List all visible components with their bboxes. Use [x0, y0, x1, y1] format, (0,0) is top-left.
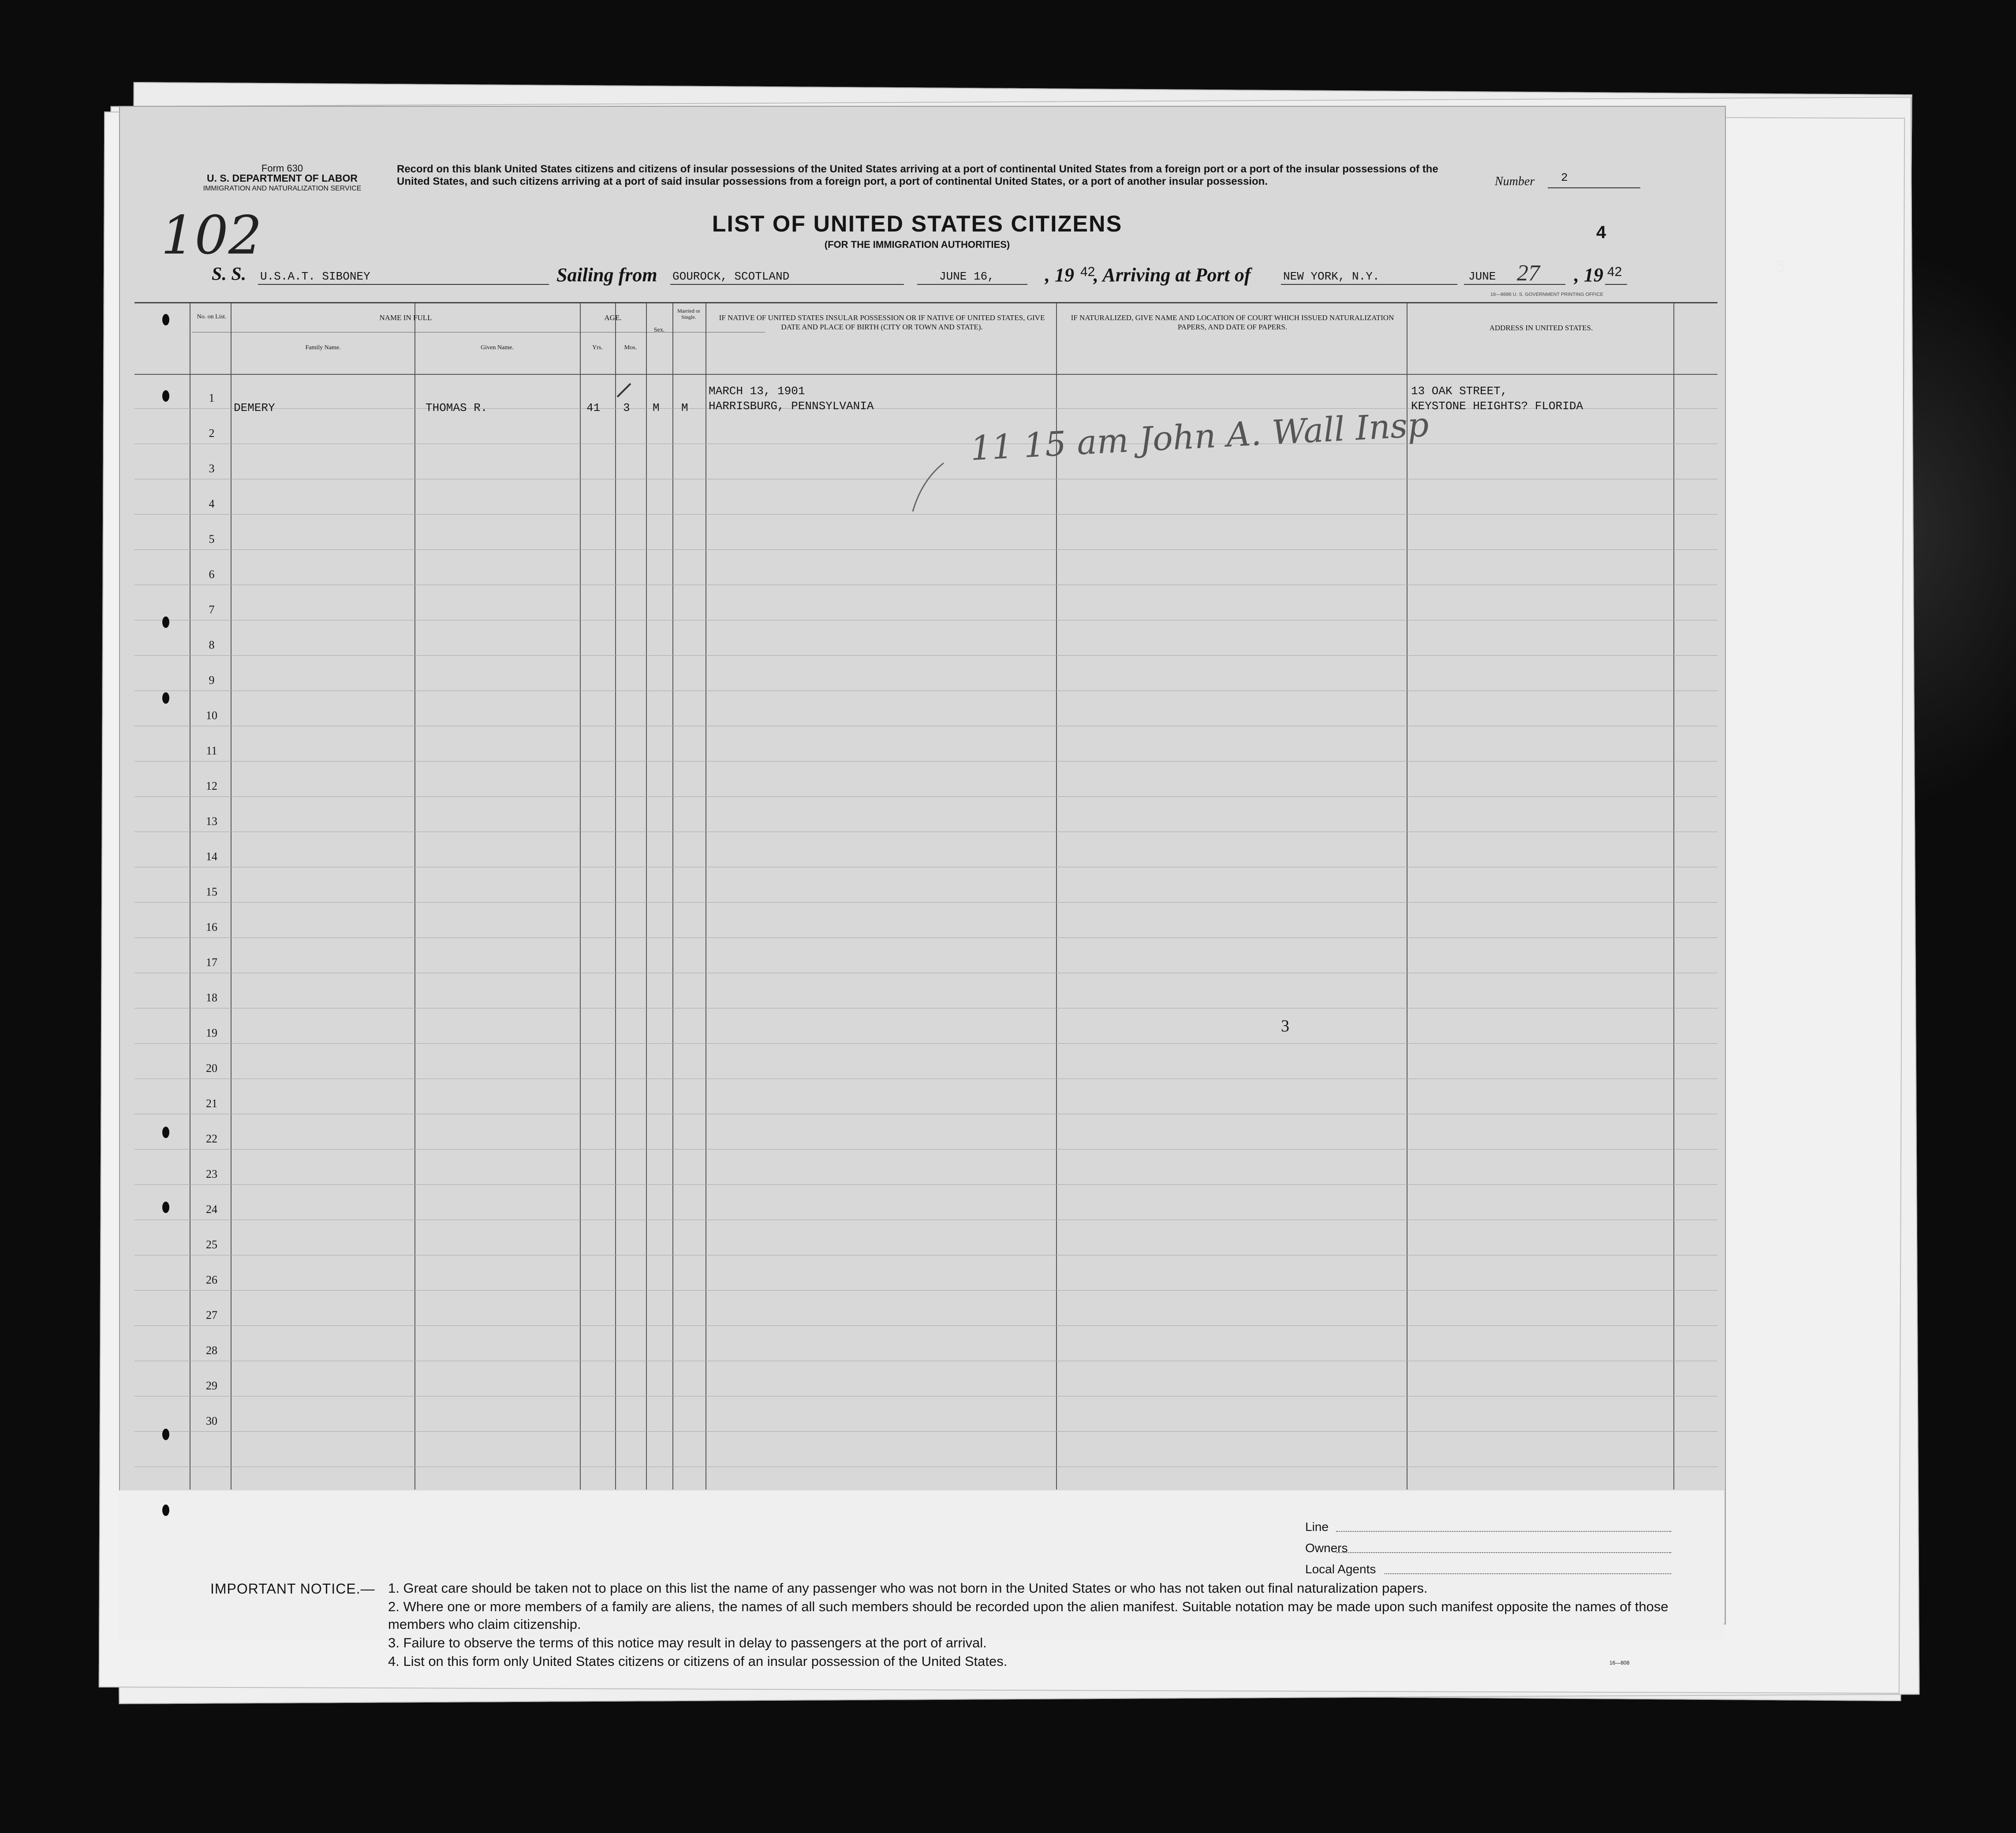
- handwritten-strokes: [609, 379, 1049, 529]
- row-number: 1: [209, 392, 215, 404]
- row-number: 29: [206, 1379, 217, 1392]
- row-number: 28: [206, 1344, 217, 1357]
- departure-port: GOUROCK, SCOTLAND: [672, 270, 790, 283]
- row-number: 7: [209, 603, 215, 616]
- passenger-sex: M: [653, 401, 660, 414]
- header-address: ADDRESS IN UNITED STATES.: [1489, 324, 1593, 332]
- row-number: 24: [206, 1203, 217, 1216]
- row-number: 30: [206, 1415, 217, 1427]
- notice-item: 1. Great care should be taken not to place on this list the name of any passenger who was not born in the United States or who has not taken out final naturalization papers.: [388, 1580, 1428, 1596]
- arrival-day-handwritten: 27: [1517, 261, 1540, 286]
- form-agency: U. S. DEPARTMENT OF LABOR: [206, 172, 358, 184]
- arrival-port-underline: [1281, 284, 1457, 285]
- row-number: 17: [206, 956, 217, 969]
- arrival-month: JUNE: [1468, 270, 1496, 283]
- departure-year: 42: [1080, 265, 1095, 279]
- number-value: 2: [1561, 171, 1568, 184]
- form-title: LIST OF UNITED STATES CITIZENS: [712, 211, 1123, 237]
- header-age: AGE.: [604, 314, 622, 322]
- punch-hole: [162, 390, 169, 402]
- row-number: 13: [206, 815, 217, 828]
- row-number: 9: [209, 674, 215, 687]
- form-service: IMMIGRATION AND NATURALIZATION SERVICE: [203, 185, 362, 192]
- arrival-year-underline: [1605, 284, 1627, 285]
- passenger-birth-place: HARRISBURG, PENNSYLVANIA: [709, 399, 874, 413]
- row-number: 20: [206, 1062, 217, 1075]
- form-subtitle: (FOR THE IMMIGRATION AUTHORITIES): [824, 239, 1010, 250]
- arrival-date-underline: [1464, 284, 1565, 285]
- row-line: [134, 1184, 1717, 1185]
- column-divider: [414, 303, 415, 1490]
- row-number: 18: [206, 991, 217, 1004]
- row-number: 4: [209, 497, 215, 510]
- row-line: [134, 1149, 1717, 1150]
- sailing-underline: [670, 284, 904, 285]
- passenger-birth-date: MARCH 13, 1901: [709, 385, 805, 398]
- row-number: 16: [206, 921, 217, 933]
- header-name-in-full: NAME IN FULL: [379, 314, 432, 322]
- notice-item: 2. Where one or more members of a family are aliens, the names of all such members should be recorded upon the alien manifest. Suitable notation may be made upon such manifest opposite the names of those members who claim citizenship.: [388, 1599, 1669, 1632]
- number-underline: [1548, 187, 1640, 188]
- row-line: [134, 902, 1717, 903]
- row-number: 3: [209, 462, 215, 475]
- important-notice-label: IMPORTANT NOTICE.—: [210, 1581, 375, 1597]
- departure-year-prefix: , 19: [1045, 264, 1074, 286]
- page-mark-5: 5: [1776, 257, 1786, 276]
- row-number: 19: [206, 1027, 217, 1039]
- row-number: 12: [206, 780, 217, 792]
- header-months: Mos.: [624, 344, 637, 351]
- row-number: 22: [206, 1132, 217, 1145]
- line-field-underline: [1336, 1531, 1671, 1532]
- notice-item: 3. Failure to observe the terms of this notice may result in delay to passengers at the port of arrival.: [388, 1635, 987, 1650]
- row-number: 25: [206, 1238, 217, 1251]
- punch-hole: [162, 1429, 169, 1440]
- header-sex: Sex.: [653, 327, 665, 333]
- header-naturalization: IF NATURALIZED, GIVE NAME AND LOCATION OF COURT WHICH ISSUED NATURALIZATION PAPERS, AND DATE OF PAPERS.: [1071, 314, 1394, 331]
- row-number: 2: [209, 427, 215, 440]
- form-number: Form 630: [261, 163, 303, 174]
- passenger-age-months: 3: [623, 401, 630, 414]
- row-line: [134, 1290, 1717, 1291]
- row-number: 21: [206, 1097, 217, 1110]
- punch-hole: [162, 1504, 169, 1516]
- row-number: 14: [206, 850, 217, 863]
- departure-date-underline: [917, 284, 1027, 285]
- arrival-port: NEW YORK, N.Y.: [1283, 270, 1380, 283]
- header-given-name: Given Name.: [481, 344, 514, 351]
- column-divider: [1673, 303, 1674, 1490]
- punch-hole: [162, 616, 169, 628]
- ship-label: S. S.: [212, 264, 246, 284]
- page-mark-4: 4: [1596, 223, 1606, 242]
- column-divider: [580, 303, 581, 1490]
- form-code: 16—808: [1609, 1660, 1630, 1666]
- header-years: Yrs.: [592, 344, 603, 351]
- row-number: 26: [206, 1273, 217, 1286]
- row-line: [134, 1043, 1717, 1044]
- passenger-age-years: 41: [586, 401, 601, 414]
- punch-hole: [162, 1202, 169, 1213]
- row-number: 23: [206, 1168, 217, 1180]
- form-identifier: [168, 163, 397, 194]
- passenger-family-name: DEMERY: [234, 401, 275, 414]
- row-number: 5: [209, 533, 215, 545]
- passenger-given-name: THOMAS R.: [426, 401, 488, 414]
- punch-hole: [162, 314, 169, 325]
- header-birth-details: IF NATIVE OF UNITED STATES INSULAR POSSESSION OR IF NATIVE OF UNITED STATES, GIVE DATE AND PLACE OF BIRTH (CITY OR TOWN AND STATE).: [719, 314, 1045, 331]
- agents-field-underline: [1385, 1573, 1671, 1574]
- header-bottom-border: [134, 374, 1717, 375]
- header-no-on-list: No. on List.: [197, 314, 227, 320]
- row-line: [134, 549, 1717, 550]
- row-number: 10: [206, 709, 217, 722]
- notice-item: 4. List on this form only United States citizens or citizens of an insular possession of the United States.: [388, 1654, 1008, 1669]
- punch-hole: [162, 692, 169, 704]
- column-divider: [1056, 303, 1057, 1490]
- arrival-year: 42: [1607, 265, 1622, 279]
- row-number: 27: [206, 1309, 217, 1322]
- owners-label: Owners: [1305, 1541, 1348, 1555]
- punch-hole: [162, 1127, 169, 1138]
- arriving-label: , Arriving at Port of: [1094, 264, 1251, 286]
- passenger-marital-status: M: [681, 401, 688, 414]
- row-number: 11: [206, 744, 217, 757]
- row-number: 15: [206, 885, 217, 898]
- header-married-single: Married or Single.: [677, 308, 700, 320]
- owners-field-underline: [1336, 1552, 1671, 1553]
- row-number: 6: [209, 568, 215, 581]
- row-line: [134, 655, 1717, 656]
- arrival-year-prefix: , 19: [1574, 264, 1603, 286]
- ship-underline: [258, 284, 549, 285]
- header-family-name: Family Name.: [305, 344, 341, 351]
- row-line: [134, 1325, 1717, 1326]
- sailing-from-label: Sailing from: [556, 264, 657, 286]
- inspector-handwritten-note: 11 15 am John A. Wall Insp: [969, 404, 1430, 468]
- line-label: Line: [1305, 1520, 1329, 1534]
- handwritten-corner-number: 102: [161, 205, 262, 266]
- row-line: [134, 937, 1717, 938]
- row-line: [134, 1431, 1717, 1432]
- passenger-address-city: KEYSTONE HEIGHTS? FLORIDA: [1411, 399, 1583, 413]
- row-line: [134, 796, 1717, 797]
- form-instructions: Record on this blank United States citizens and citizens of insular possessions of the United States arriving at a port of continental United States from a foreign port or a port of the insular possessions of the United States, and such citizens arriving at a port of said insular possessions from a foreign port, a port of continental United States, or a port of another insular possession.: [397, 163, 1438, 187]
- number-label: Number: [1495, 175, 1535, 188]
- stray-mark: 3: [1281, 1017, 1289, 1035]
- printer-note: 16—8686 U. S. GOVERNMENT PRINTING OFFICE: [1490, 292, 1603, 297]
- row-line: [134, 761, 1717, 762]
- local-agents-label: Local Agents: [1305, 1562, 1376, 1576]
- departure-date: JUNE 16,: [939, 270, 994, 283]
- row-number: 8: [209, 638, 215, 651]
- ship-name: U.S.A.T. SIBONEY: [260, 270, 370, 283]
- passenger-address-street: 13 OAK STREET,: [1411, 385, 1508, 398]
